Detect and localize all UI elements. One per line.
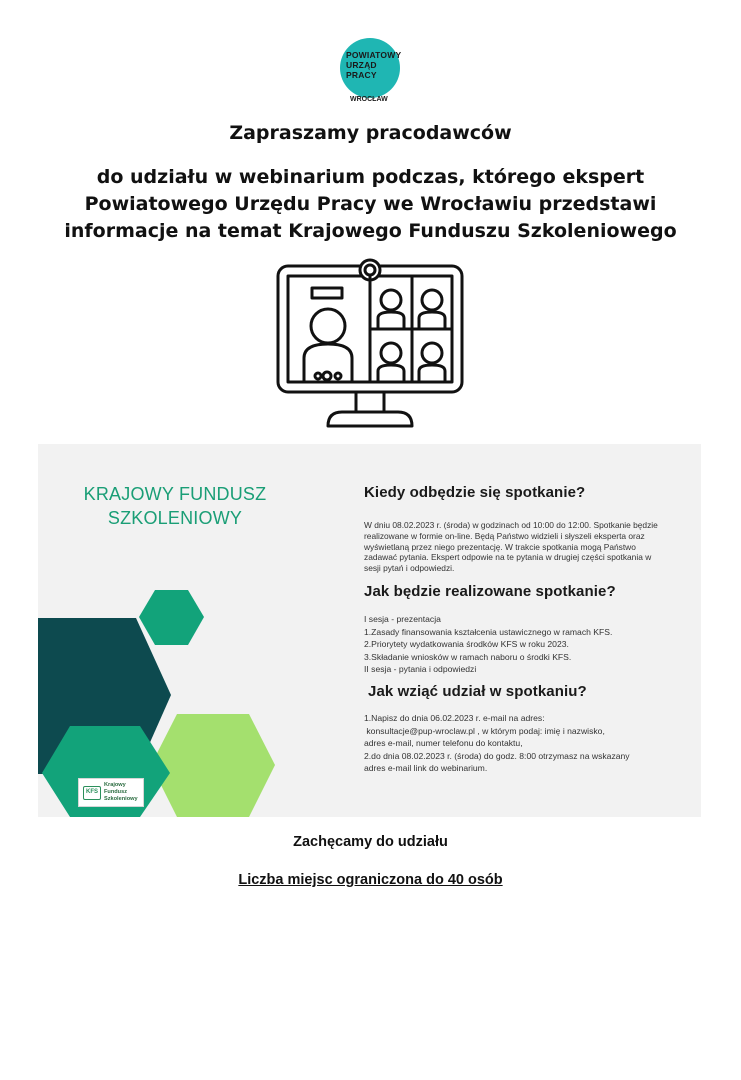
section-join-list	[364, 712, 684, 775]
seat-limit-text: Liczba miejsc ograniczona do 40 osób	[238, 872, 503, 888]
section-how-list	[364, 613, 664, 676]
page-title: Zapraszamy pracodawców	[229, 122, 512, 144]
pup-logo	[338, 36, 418, 110]
section-join-heading: Jak wziąć udział w spotkaniu?	[368, 683, 587, 700]
kfs-badge-line: Krajowy	[104, 782, 126, 788]
info-panel	[38, 444, 701, 817]
section-how-heading: Jak będzie realizowane spotkanie?	[364, 583, 616, 600]
kfs-badge-logo	[78, 778, 144, 807]
logo-city: WROCŁAW	[350, 96, 388, 103]
list-item: II sesja - pytania i odpowiedzi	[364, 664, 477, 675]
hex-teal-small	[139, 590, 204, 645]
kfs-title: KRAJOWY FUNDUSZ SZKOLENIOWY	[83, 484, 267, 528]
list-item: I sesja - prezentacja	[364, 614, 441, 624]
logo-text	[346, 50, 401, 80]
list-item: 3.Składanie wniosków w ramach naboru o środki KFS.	[364, 651, 572, 662]
page-subtitle: do udziału w webinarium podczas, którego ekspert Powiatowego Urzędu Pracy we Wrocławiu przedstawi informacje na temat Krajowego Funduszu Szkoleniowego	[64, 166, 677, 242]
logo-line-3: PRACY	[346, 70, 377, 80]
logo-line-1: POWIATOWY	[346, 50, 402, 60]
list-item: adres e-mail link do webinarium.	[364, 763, 488, 774]
video-conference-icon	[272, 258, 468, 432]
kfs-badge-line: Fundusz	[104, 789, 127, 796]
list-item: konsultacje@pup-wroclaw.pl , w którym podaj: imię i nazwisko,	[364, 725, 605, 736]
kfs-badge-text	[104, 782, 138, 804]
encourage-text: Zachęcamy do udziału	[293, 834, 448, 850]
hex-lime	[151, 714, 275, 817]
section-when-heading: Kiedy odbędzie się spotkanie?	[364, 484, 586, 501]
list-item: adres e-mail, numer telefonu do kontaktu,	[364, 738, 523, 749]
list-item: 1.Napisz do dnia 06.02.2023 r. e-mail na adres:	[364, 713, 545, 723]
list-item: 2.do dnia 08.02.2023 r. (środa) do godz. 8:00 otrzymasz na wskazany	[364, 750, 630, 761]
section-when-body: W dniu 08.02.2023 r. (środa) w godzinach od 10:00 do 12:00. Spotkanie będzie realizowane w formie on-line. Będą Państwo widzieli i słyszeli eksperta oraz wyświetlaną przez niego prezentację. W trakcie spotkania mogą Państwo zadawać pytania. Ekspert odpowie na te pytania w drugiej części spotkania w sesji pytań i odpowiedzi.	[364, 520, 658, 574]
list-item: 2.Priorytety wydatkowania środków KFS w roku 2023.	[364, 639, 569, 650]
list-item: 1.Zasady finansowania kształcenia ustawicznego w ramach KFS.	[364, 626, 613, 637]
kfs-badge-line: Szkoleniowy	[104, 796, 138, 803]
kfs-mark: KFS	[83, 786, 101, 800]
logo-line-2: URZĄD	[346, 60, 377, 70]
